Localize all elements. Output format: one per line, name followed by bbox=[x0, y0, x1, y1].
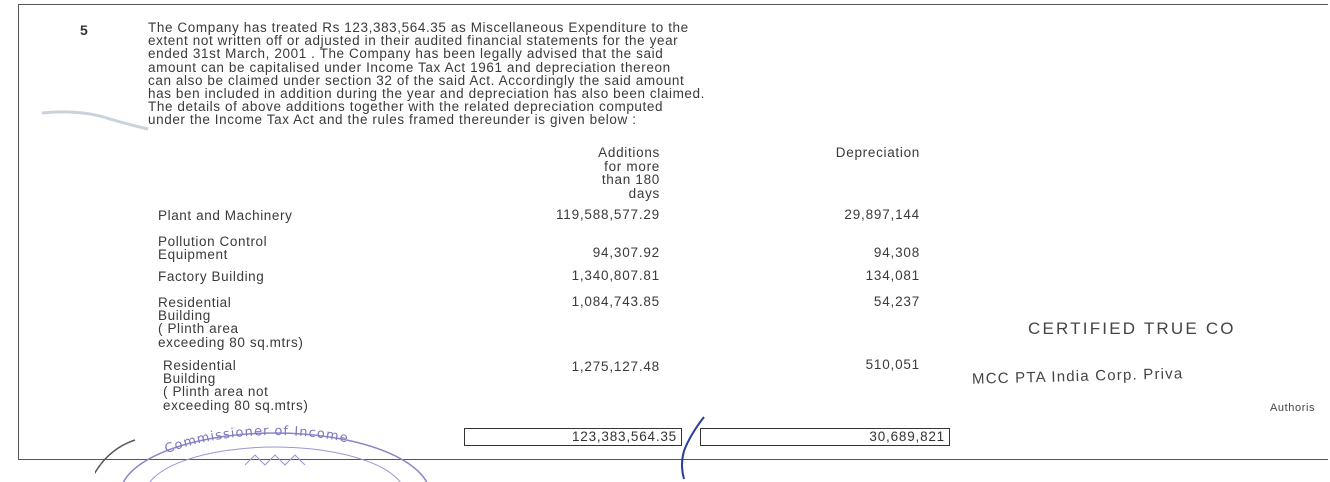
paragraph-line: extent not written off or adjusted in their audited financial statements for the year bbox=[148, 33, 679, 49]
row-label: Pollution Control Equipment bbox=[158, 234, 268, 263]
certified-true-copy: CERTIFIED TRUE CO bbox=[1028, 319, 1236, 338]
official-seal bbox=[95, 420, 435, 482]
row-label: Factory Building bbox=[158, 269, 265, 284]
paragraph-line: can also be claimed under section 32 of the said Act. Accordingly the said amount bbox=[148, 72, 685, 88]
depreciation-value: 94,308 bbox=[873, 245, 920, 260]
paragraph-line: has ben included in addition during the year and depreciation has also been claimed. bbox=[148, 86, 705, 102]
additions-value: 1,340,807.81 bbox=[571, 268, 660, 283]
authorised-signatory: Authoris bbox=[1270, 402, 1316, 414]
total-depreciation: 30,689,821 bbox=[869, 429, 945, 444]
additions-value: 119,588,577.29 bbox=[555, 207, 660, 222]
company-name: MCC PTA India Corp. Priva bbox=[971, 365, 1184, 388]
row-label: Plant and Machinery bbox=[158, 208, 293, 223]
additions-value: 94,307.92 bbox=[592, 245, 660, 260]
depreciation-value: 29,897,144 bbox=[844, 207, 920, 222]
depreciation-header: Depreciation bbox=[835, 145, 920, 160]
total-additions: 123,383,564.35 bbox=[571, 429, 677, 444]
scan-smudge bbox=[40, 105, 150, 135]
row-label: Residential Building ( Plinth area not exceeding 80 sq.mtrs) bbox=[163, 358, 309, 413]
note-paragraph bbox=[148, 21, 1148, 127]
signature bbox=[670, 415, 710, 481]
total-depreciation-box bbox=[700, 428, 950, 446]
additions-value: 1,275,127.48 bbox=[571, 359, 660, 374]
row-label: Residential Building ( Plinth area exceeding 80 sq.mtrs) bbox=[158, 295, 304, 350]
seal-text: Commissioner of Income bbox=[162, 423, 350, 458]
paragraph-line: ended 31st March, 2001 . The Company has been legally advised that the said bbox=[148, 46, 664, 62]
note-number: 5 bbox=[80, 22, 88, 38]
paragraph-line: The details of above additions together with the related depreciation computed bbox=[148, 99, 664, 115]
paragraph-line: The Company has treated Rs 123,383,564.35 as Miscellaneous Expenditure to the bbox=[148, 20, 689, 35]
depreciation-value: 134,081 bbox=[865, 268, 920, 283]
additions-value: 1,084,743.85 bbox=[571, 294, 660, 309]
depreciation-value: 54,237 bbox=[873, 294, 920, 309]
total-additions-box bbox=[464, 428, 682, 446]
paragraph-line: amount can be capitalised under Income Tax Act 1961 and depreciation thereon bbox=[148, 59, 671, 75]
additions-header: Additions for more than 180 days bbox=[598, 145, 660, 201]
paragraph-line: under the Income Tax Act and the rules framed thereunder is given below : bbox=[148, 112, 637, 128]
svg-text:Commissioner of Income bbox=[163, 424, 350, 457]
depreciation-value: 510,051 bbox=[865, 357, 920, 372]
